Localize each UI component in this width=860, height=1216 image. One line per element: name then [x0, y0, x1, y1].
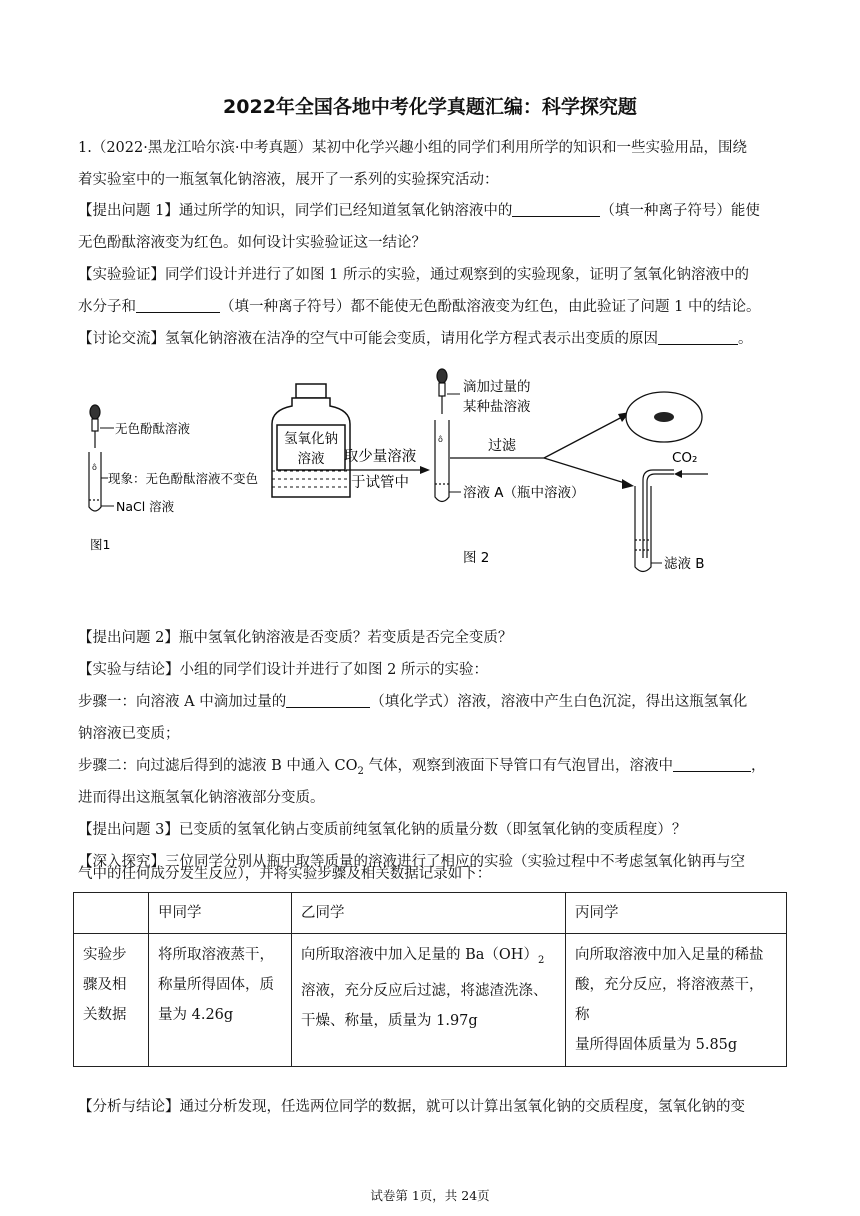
text: （填一种离子符号）都不能使无色酚酞溶液变为红色，由此验证了问题 1 中的结论。 — [220, 299, 761, 315]
text: 水分子和 — [78, 299, 136, 315]
experiment-data-table — [73, 892, 787, 1067]
fig1-tube-label: NaCl 溶液 — [116, 499, 175, 514]
fig2-test-tube-icon — [435, 420, 449, 502]
text: 步骤一：向溶液 A 中滴加过量的 — [78, 694, 287, 710]
text: 。 — [738, 331, 753, 347]
fig1-dropper-label: 无色酚酞溶液 — [115, 421, 191, 436]
discussion-line — [78, 329, 753, 349]
bottle-label-line1: 氢氧化钠 — [284, 431, 338, 447]
cell-line: 称量所得固体，质 — [158, 977, 274, 993]
step1-line2: 钠溶液已变质； — [78, 726, 180, 742]
solution-a-label: 溶液 A（瓶中溶液） — [463, 485, 585, 501]
transfer-label-line1: 取少量溶液 — [343, 449, 417, 465]
cell-line: 关数据 — [83, 1007, 127, 1023]
text: （填化学式）溶液，溶液中产生白色沉淀，得出这瓶氢氧化 — [370, 694, 748, 710]
bottle-label-line2: 溶液 — [297, 451, 325, 467]
fig1-test-tube-icon — [89, 452, 101, 511]
cell-line: 量所得固体质量为 5.85g — [575, 1037, 738, 1053]
step1-line1 — [78, 692, 747, 712]
text: （填一种离子符号）能使 — [600, 203, 760, 219]
analysis-line: 【分析与结论】通过分析发现，任选两位同学的数据，就可以计算出氢氧化钠的交质程度，氢氧化钠的变 — [78, 1099, 745, 1115]
experiment-figure — [78, 362, 778, 582]
cell-line: 骤及相 — [83, 977, 127, 993]
verify-line1: 【实验验证】同学们设计并进行了如图 1 所示的实验，通过观察到的实验现象，证明了氢氧化钠溶液中的 — [78, 267, 749, 283]
cell-line: 向所取溶液中加入足量的稀盐 — [575, 947, 764, 963]
text: 【讨论交流】氢氧化钠溶液在洁净的空气中可能会变质，请用化学方程式表示出变质的原因 — [78, 331, 658, 347]
cell-line: 将所取溶液蒸干， — [158, 947, 274, 963]
step2-line2: 进而得出这瓶氢氧化钠溶液部分变质。 — [78, 790, 325, 806]
fig2-dropper-label-line2: 某种盐溶液 — [463, 399, 531, 415]
text: ， — [750, 758, 766, 774]
co2-subscript: 2 — [357, 765, 364, 777]
filter-label: 过滤 — [488, 438, 516, 454]
conclusion-line: 【实验与结论】小组的同学们设计并进行了如图 2 所示的实验： — [78, 662, 488, 678]
svg-text:ô: ô — [438, 435, 443, 444]
fig1-caption: 图1 — [90, 537, 111, 552]
table-header-cell: 乙同学 — [292, 893, 566, 934]
cell-line — [301, 940, 556, 976]
question-1-problem1-line1 — [78, 201, 760, 221]
problem3-line: 【提出问题 3】已变质的氢氧化钠占变质前纯氢氧化钠的质量分数（即氢氧化钠的变质程度）？ — [78, 822, 687, 838]
answer-blank-ion-2[interactable] — [136, 298, 220, 313]
question-1-problem1-line2: 无色酚酞溶液变为红色。如何设计实验验证这一结论？ — [78, 235, 426, 251]
filter-branch-lines — [450, 416, 628, 484]
cell-line: 溶液，充分反应后过滤，将滤渣洗涤、 — [301, 982, 548, 999]
text: 气体，观察到液面下导管口有气泡冒出，溶液中 — [363, 758, 673, 774]
answer-blank-equation[interactable] — [658, 330, 738, 345]
table-header-cell: 甲同学 — [149, 893, 292, 934]
filtrate-b-label: 滤液 B — [664, 556, 705, 572]
question-1-intro-line2: 着实验室中的一瓶氢氧化钠溶液，展开了一系列的实验探究活动： — [78, 172, 499, 188]
fig2-dropper-label-line1: 滴加过量的 — [463, 379, 531, 395]
transfer-arrow-icon — [346, 466, 430, 474]
text: 【提出问题 1】通过所学的知识，同学们已经知道氢氧化钠溶液中的 — [78, 203, 513, 219]
text: 向所取溶液中加入足量的 Ba（OH） — [301, 947, 538, 963]
question-1-intro-line1: 1.（2022·黑龙江哈尔滨·中考真题）某初中化学兴趣小组的同学们利用所学的知识和一些实验用品，围绕 — [78, 140, 747, 156]
table-header-cell — [74, 893, 149, 934]
verify-line2 — [78, 297, 760, 317]
co2-arrow-icon — [674, 470, 708, 478]
table-cell-yi — [292, 934, 566, 1067]
step2-line1 — [78, 756, 765, 782]
cell-line: 实验步 — [83, 947, 127, 963]
cell-line: 酸，充分反应，将溶液蒸干，称 — [575, 977, 764, 1023]
filter-paper-icon — [626, 392, 702, 442]
explore-line1: 【深入探究】三位同学分别从瓶中取等质量的溶液进行了相应的实验（实验过程中不考虑氢氧化钠再与空 — [78, 854, 745, 870]
answer-blank-observation[interactable] — [673, 757, 751, 772]
fig2-dropper-icon — [437, 369, 447, 414]
cell-line: 干燥、称量，质量为 1.97g — [301, 1012, 478, 1029]
table-header-row — [74, 893, 787, 934]
table-header-cell: 丙同学 — [566, 893, 787, 934]
answer-blank-formula[interactable] — [286, 693, 370, 708]
fig2-caption: 图 2 — [463, 550, 490, 566]
fig1-dropper-icon — [90, 405, 100, 448]
answer-blank-ion[interactable] — [512, 202, 600, 217]
subscript: 2 — [537, 954, 545, 966]
explore-line2: 气中的任何成分发生反应），并将实验步骤及相关数据记录如下： — [78, 866, 492, 882]
text: 步骤二：向过滤后得到的滤液 B 中通入 CO — [78, 758, 358, 774]
table-cell-jia — [149, 934, 292, 1067]
fig1-observation: 现象：无色酚酞溶液不变色 — [108, 471, 259, 486]
table-cell-row-label — [74, 934, 149, 1067]
cell-line: 量为 4.26g — [158, 1007, 234, 1023]
problem2-line: 【提出问题 2】瓶中氢氧化钠溶液是否变质？若变质是否完全变质？ — [78, 630, 513, 646]
table-row — [74, 934, 787, 1067]
transfer-label-line2: 于试管中 — [351, 475, 409, 491]
svg-text:ô: ô — [92, 463, 97, 472]
co2-label: CO₂ — [672, 450, 698, 466]
page-footer: 试卷第 1页，共 24页 — [370, 1188, 490, 1203]
table-cell-bing — [566, 934, 787, 1067]
page-title: 2022年全国各地中考化学真题汇编：科学探究题 — [223, 96, 637, 118]
arrow-to-filtrate-icon — [622, 479, 634, 489]
